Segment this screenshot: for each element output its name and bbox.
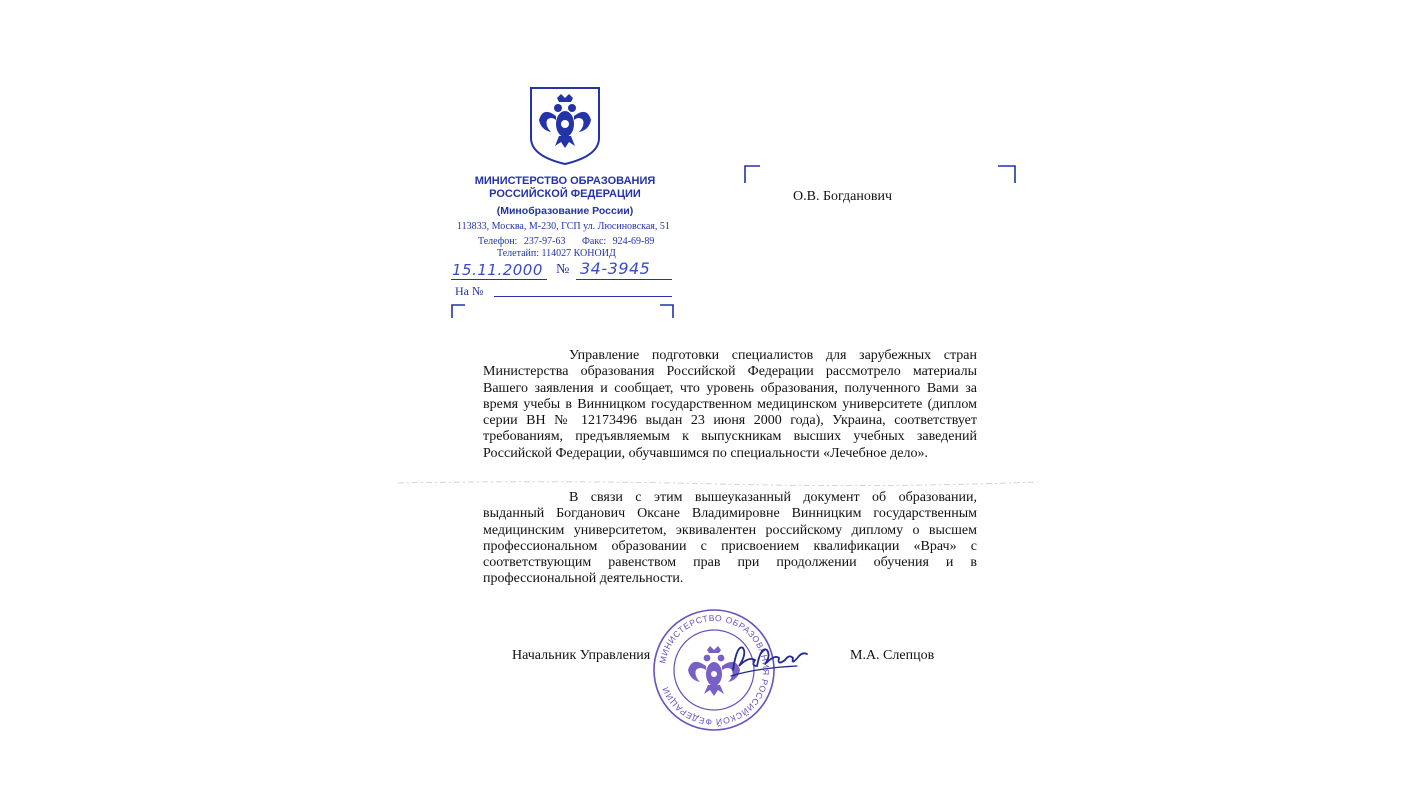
fold-line [398,478,1038,488]
signatory-title: Начальник Управления [512,648,651,663]
signatory-name: М.А. Слепцов [850,648,935,663]
ministry-name-line2: РОССИЙСКОЙ ФЕДЕРАЦИИ [489,188,641,200]
recipient-right-corner-mark [998,165,1016,183]
date-underline [451,279,547,280]
letterhead-teletype: Телетайп: 114027 КОНОИД [497,248,616,259]
number-underline [576,279,672,280]
phone-value: 237-97-63 [523,236,566,247]
fax-value: 924-69-89 [612,236,655,247]
body-paragraph-1: Управление подготовки специалистов для зарубежных стран Министерства образования Российской Федерации рассмотрело материалы Вашего заявления и сообщает, что уровень образования, полученного Вами за время учебы в Винницком государственном медицинском университете (диплом серии ВН № 12173496 выдан 23 июня 2000 года), Украина, соответствует требованиям, предъявляемым к выпускникам высших учебных заведений Российской Федерации, обучавшимся по специальности «Лечебное дело». [483,348,977,461]
recipient-name: О.В. Богданович [793,189,893,204]
outgoing-number: 34-3945 [580,259,651,278]
right-corner-mark [660,304,674,318]
coat-of-arms-emblem [529,86,601,166]
reply-to-label: На № [455,284,484,298]
left-corner-mark [451,304,465,318]
recipient-left-corner-mark [744,165,760,183]
fax-label: Факс: [582,236,607,247]
reply-to-underline [494,296,672,297]
phone-label: Телефон: [478,236,518,247]
body-paragraph-2: В связи с этим вышеуказанный документ об образовании, выданный Богданович Оксане Владимировне Винницким государственным медицинским университетом, эквивалентен российскому диплому о высшем профессиональном образовании с присвоением квалификации «Врач» с соответствующим равенством прав при продолжении обучения и в профессиональной деятельности. [483,490,977,587]
stamp-ring-text: МИНИСТЕРСТВО ОБРАЗОВАНИЯ РОССИЙСКОЙ ФЕДЕРАЦИИ [657,612,772,728]
ministry-name-line1: МИНИСТЕРСТВО ОБРАЗОВАНИЯ [474,175,656,187]
outgoing-date: 15.11.2000 [452,261,543,279]
handwritten-signature [727,636,809,680]
number-sign: № [556,262,570,277]
letterhead-address: 113833, Москва, М-230, ГСП ул. Люсиновская, 51 [457,221,670,232]
letterhead-phone-row [478,236,654,248]
ministry-short-name: (Минобразование России) [496,205,634,217]
